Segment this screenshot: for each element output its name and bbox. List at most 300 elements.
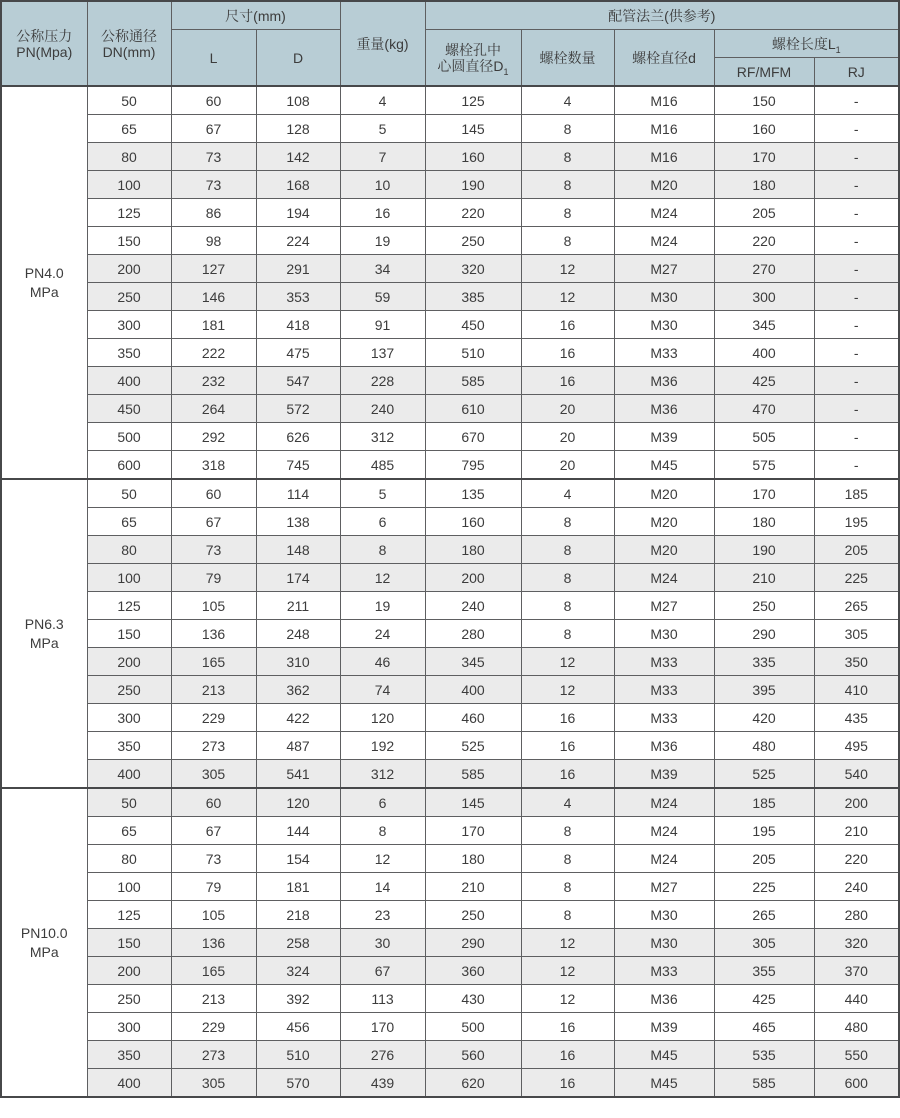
table-cell: M27 [614,592,714,620]
table-cell: 200 [425,564,521,592]
pressure-section-label-line2: MPa [29,943,59,960]
table-cell: 137 [340,339,425,367]
table-cell: 570 [256,1069,340,1098]
table-cell: 168 [256,171,340,199]
table-row [1,479,899,508]
header-rf-mfm: RF/MFM [714,58,814,87]
table-cell: 16 [521,760,614,789]
table-cell: 353 [256,283,340,311]
table-cell: 475 [256,339,340,367]
table-row [1,788,899,817]
table-cell: 8 [521,143,614,171]
table-cell: 450 [87,395,171,423]
table-cell: 80 [87,845,171,873]
table-cell: 190 [425,171,521,199]
table-cell: 12 [340,845,425,873]
table-row [1,143,899,171]
table-cell: 8 [521,536,614,564]
table-cell: 425 [714,367,814,395]
table-cell: 273 [171,1041,256,1069]
table-cell: 24 [340,620,425,648]
table-cell: 600 [814,1069,899,1098]
table-cell: 160 [714,115,814,143]
table-cell: 540 [814,760,899,789]
table-cell: M30 [614,901,714,929]
table-cell: - [814,115,899,143]
table-cell: M33 [614,676,714,704]
table-cell: 127 [171,255,256,283]
table-cell: 174 [256,564,340,592]
table-cell: 250 [425,901,521,929]
table-cell: 170 [340,1013,425,1041]
table-cell: 144 [256,817,340,845]
table-cell: 8 [521,845,614,873]
table-cell: 8 [521,817,614,845]
table-cell: - [814,451,899,480]
table-cell: 190 [714,536,814,564]
table-cell: 60 [171,788,256,817]
table-cell: 170 [714,479,814,508]
table-cell: 100 [87,873,171,901]
table-cell: M30 [614,620,714,648]
table-cell: 12 [521,929,614,957]
table-cell: 300 [714,283,814,311]
table-cell: 370 [814,957,899,985]
table-cell: 60 [171,479,256,508]
table-cell: 312 [340,423,425,451]
table-cell: 213 [171,676,256,704]
table-cell: 150 [87,620,171,648]
table-cell: M16 [614,86,714,115]
table-row [1,227,899,255]
header-nominal-diameter-line2: DN(mm) [102,43,156,60]
table-cell: 410 [814,676,899,704]
table-cell: 100 [87,564,171,592]
table-cell: 200 [87,255,171,283]
table-cell: 8 [521,171,614,199]
table-cell: 20 [521,423,614,451]
table-cell: 362 [256,676,340,704]
table-cell: 487 [256,732,340,760]
table-cell: 160 [425,508,521,536]
table-cell: 170 [425,817,521,845]
table-cell: 485 [340,451,425,480]
table-cell: 400 [714,339,814,367]
pressure-section-label-line1: PN6.3 [24,615,64,632]
table-cell: 324 [256,957,340,985]
table-cell: 345 [425,648,521,676]
table-cell: 480 [714,732,814,760]
table-cell: 360 [425,957,521,985]
table-cell: 280 [814,901,899,929]
table-cell: 30 [340,929,425,957]
table-cell: 300 [87,311,171,339]
table-row [1,732,899,760]
table-cell: - [814,143,899,171]
table-cell: 100 [87,171,171,199]
table-cell: 8 [521,620,614,648]
table-cell: 276 [340,1041,425,1069]
table-cell: 80 [87,536,171,564]
table-cell: 205 [714,199,814,227]
table-cell: 8 [521,115,614,143]
table-row [1,171,899,199]
table-cell: 154 [256,845,340,873]
table-cell: 195 [714,817,814,845]
table-cell: 19 [340,227,425,255]
table-cell: 12 [521,648,614,676]
table-cell: 91 [340,311,425,339]
pressure-section-label-line2: MPa [29,283,59,300]
table-cell: 185 [814,479,899,508]
table-cell: - [814,255,899,283]
table-cell: 7 [340,143,425,171]
table-cell: M20 [614,536,714,564]
table-cell: 80 [87,143,171,171]
table-cell: 79 [171,873,256,901]
table-cell: M24 [614,788,714,817]
table-cell: 211 [256,592,340,620]
table-row [1,1013,899,1041]
table-cell: 16 [521,704,614,732]
table-row [1,311,899,339]
table-row [1,873,899,901]
table-cell: 318 [171,451,256,480]
table-cell: 258 [256,929,340,957]
table-cell: 280 [425,620,521,648]
table-cell: M45 [614,1041,714,1069]
table-cell: 229 [171,704,256,732]
header-rj: RJ [814,58,899,87]
table-cell: 135 [425,479,521,508]
header-flange-group: 配管法兰(供参考) [425,1,899,30]
table-cell: 114 [256,479,340,508]
table-cell: 4 [521,788,614,817]
table-cell: 165 [171,957,256,985]
table-cell: 480 [814,1013,899,1041]
table-row [1,86,899,115]
table-cell: 180 [425,536,521,564]
table-cell: 320 [425,255,521,283]
table-cell: 59 [340,283,425,311]
table-cell: 456 [256,1013,340,1041]
header-bolt-length-text: 螺栓长度L [771,35,836,52]
table-cell: 73 [171,536,256,564]
table-cell: 16 [521,311,614,339]
header-nominal-pressure-line2: PN(Mpa) [16,43,73,60]
table-cell: M33 [614,648,714,676]
table-cell: M24 [614,564,714,592]
table-row [1,901,899,929]
table-cell: 470 [714,395,814,423]
table-cell: 50 [87,86,171,115]
header-nominal-diameter-line1: 公称通径 [101,27,157,44]
table-cell: M33 [614,339,714,367]
table-cell: 125 [87,901,171,929]
table-cell: 392 [256,985,340,1013]
table-cell: 12 [340,564,425,592]
table-cell: M20 [614,508,714,536]
table-cell: 16 [521,1041,614,1069]
table-cell: - [814,339,899,367]
table-cell: 229 [171,1013,256,1041]
table-cell: 385 [425,283,521,311]
table-header [1,1,899,86]
table-cell: 418 [256,311,340,339]
table-row [1,1041,899,1069]
table-cell: 105 [171,592,256,620]
table-cell: 525 [425,732,521,760]
table-cell: 795 [425,451,521,480]
table-cell: 16 [521,1013,614,1041]
table-cell: 460 [425,704,521,732]
table-cell: M39 [614,1013,714,1041]
table-cell: 248 [256,620,340,648]
table-cell: - [814,367,899,395]
table-cell: 60 [171,86,256,115]
table-cell: 345 [714,311,814,339]
table-cell: 194 [256,199,340,227]
table-cell: 250 [87,676,171,704]
table-cell: 10 [340,171,425,199]
table-cell: M36 [614,395,714,423]
table-cell: 225 [714,873,814,901]
table-row [1,620,899,648]
table-cell: 291 [256,255,340,283]
table-row [1,845,899,873]
table-cell: 225 [814,564,899,592]
table-row [1,648,899,676]
table-cell: 395 [714,676,814,704]
table-cell: 525 [714,760,814,789]
table-cell: 450 [425,311,521,339]
table-cell: 150 [714,86,814,115]
table-cell: 4 [521,86,614,115]
table-cell: 67 [171,115,256,143]
table-row [1,255,899,283]
table-cell: 180 [714,508,814,536]
table-cell: - [814,423,899,451]
table-cell: M16 [614,115,714,143]
table-cell: 125 [87,199,171,227]
table-cell: 12 [521,255,614,283]
table-cell: 350 [87,1041,171,1069]
table-cell: 400 [87,760,171,789]
table-cell: 150 [87,929,171,957]
table-cell: 150 [87,227,171,255]
table-cell: 250 [714,592,814,620]
table-cell: 240 [425,592,521,620]
table-row [1,536,899,564]
table-cell: 79 [171,564,256,592]
table-cell: 222 [171,339,256,367]
table-cell: 19 [340,592,425,620]
table-cell: 200 [814,788,899,817]
table-cell: 273 [171,732,256,760]
table-cell: 50 [87,788,171,817]
table-cell: 270 [714,255,814,283]
header-size-D: D [256,30,340,87]
table-row [1,283,899,311]
table-cell: 305 [714,929,814,957]
table-cell: M36 [614,367,714,395]
table-cell: 8 [521,592,614,620]
table-cell: 224 [256,227,340,255]
table-cell: 73 [171,171,256,199]
table-cell: 65 [87,115,171,143]
table-cell: 16 [521,367,614,395]
table-cell: 5 [340,479,425,508]
table-row [1,985,899,1013]
table-cell: M33 [614,957,714,985]
table-cell: M36 [614,985,714,1013]
table-cell: 145 [425,788,521,817]
table-cell: - [814,283,899,311]
table-cell: 8 [521,873,614,901]
table-row [1,564,899,592]
table-cell: 210 [425,873,521,901]
table-cell: 120 [340,704,425,732]
table-cell: 8 [521,901,614,929]
header-bolt-diameter: 螺栓直径d [614,30,714,87]
table-row [1,760,899,789]
table-cell: M33 [614,704,714,732]
pressure-section-label-line1: PN4.0 [24,264,64,281]
table-cell: 265 [714,901,814,929]
table-cell: 138 [256,508,340,536]
pressure-section-label-line1: PN10.0 [20,924,68,941]
table-cell: 355 [714,957,814,985]
table-cell: 113 [340,985,425,1013]
table-cell: 146 [171,283,256,311]
table-cell: 181 [171,311,256,339]
table-body [1,86,899,1097]
table-cell: 181 [256,873,340,901]
table-cell: 420 [714,704,814,732]
table-cell: 250 [87,283,171,311]
table-cell: 541 [256,760,340,789]
table-cell: 185 [714,788,814,817]
table-cell: M24 [614,227,714,255]
table-cell: 105 [171,901,256,929]
table-cell: 86 [171,199,256,227]
table-cell: 440 [814,985,899,1013]
table-cell: M27 [614,873,714,901]
pressure-section-label [1,86,87,479]
table-cell: M30 [614,283,714,311]
table-cell: 535 [714,1041,814,1069]
table-cell: 210 [714,564,814,592]
table-cell: 585 [425,760,521,789]
table-cell: 310 [256,648,340,676]
table-cell: 560 [425,1041,521,1069]
table-cell: M27 [614,255,714,283]
table-cell: 34 [340,255,425,283]
table-cell: 180 [714,171,814,199]
table-cell: 600 [87,451,171,480]
table-cell: 136 [171,929,256,957]
table-cell: 305 [171,1069,256,1098]
table-cell: 165 [171,648,256,676]
table-cell: 620 [425,1069,521,1098]
header-size-group: 尺寸(mm) [171,1,340,30]
table-cell: 12 [521,985,614,1013]
table-cell: 290 [714,620,814,648]
table-cell: 400 [425,676,521,704]
table-row [1,395,899,423]
table-cell: 8 [521,508,614,536]
table-cell: 46 [340,648,425,676]
table-cell: 495 [814,732,899,760]
table-cell: 290 [425,929,521,957]
table-row [1,199,899,227]
table-cell: 8 [521,227,614,255]
table-cell: 350 [814,648,899,676]
table-cell: 585 [714,1069,814,1098]
table-row [1,367,899,395]
table-cell: 67 [171,508,256,536]
table-cell: 745 [256,451,340,480]
table-cell: 136 [171,620,256,648]
table-cell: 98 [171,227,256,255]
table-cell: 500 [87,423,171,451]
table-cell: 142 [256,143,340,171]
table-cell: 547 [256,367,340,395]
table-cell: 220 [425,199,521,227]
table-cell: 200 [87,957,171,985]
table-row [1,1069,899,1098]
table-cell: 335 [714,648,814,676]
table-cell: 210 [814,817,899,845]
table-cell: 220 [714,227,814,255]
table-row [1,957,899,985]
table-cell: 148 [256,536,340,564]
table-row [1,508,899,536]
table-cell: M39 [614,423,714,451]
table-cell: 195 [814,508,899,536]
table-cell: 670 [425,423,521,451]
table-cell: 108 [256,86,340,115]
table-cell: 240 [340,395,425,423]
table-cell: 5 [340,115,425,143]
table-cell: 12 [521,957,614,985]
table-cell: 439 [340,1069,425,1098]
table-cell: M45 [614,1069,714,1098]
table-cell: 305 [814,620,899,648]
header-size-L: L [171,30,256,87]
table-cell: 145 [425,115,521,143]
header-bolt-length-subscript: 1 [835,44,841,55]
table-cell: 20 [521,395,614,423]
table-cell: M36 [614,732,714,760]
table-cell: 250 [87,985,171,1013]
table-row [1,339,899,367]
header-bolt-circle-line2: 心圆直径D [437,57,504,74]
table-cell: - [814,227,899,255]
table-cell: M30 [614,311,714,339]
header-nominal-pressure-line1: 公称压力 [16,27,73,44]
table-cell: 305 [171,760,256,789]
header-nominal-diameter [87,1,171,86]
table-row [1,451,899,480]
table-cell: 400 [87,367,171,395]
table-cell: 14 [340,873,425,901]
table-cell: 8 [521,199,614,227]
table-cell: 572 [256,395,340,423]
table-cell: - [814,171,899,199]
table-cell: 128 [256,115,340,143]
pressure-section-label [1,788,87,1097]
